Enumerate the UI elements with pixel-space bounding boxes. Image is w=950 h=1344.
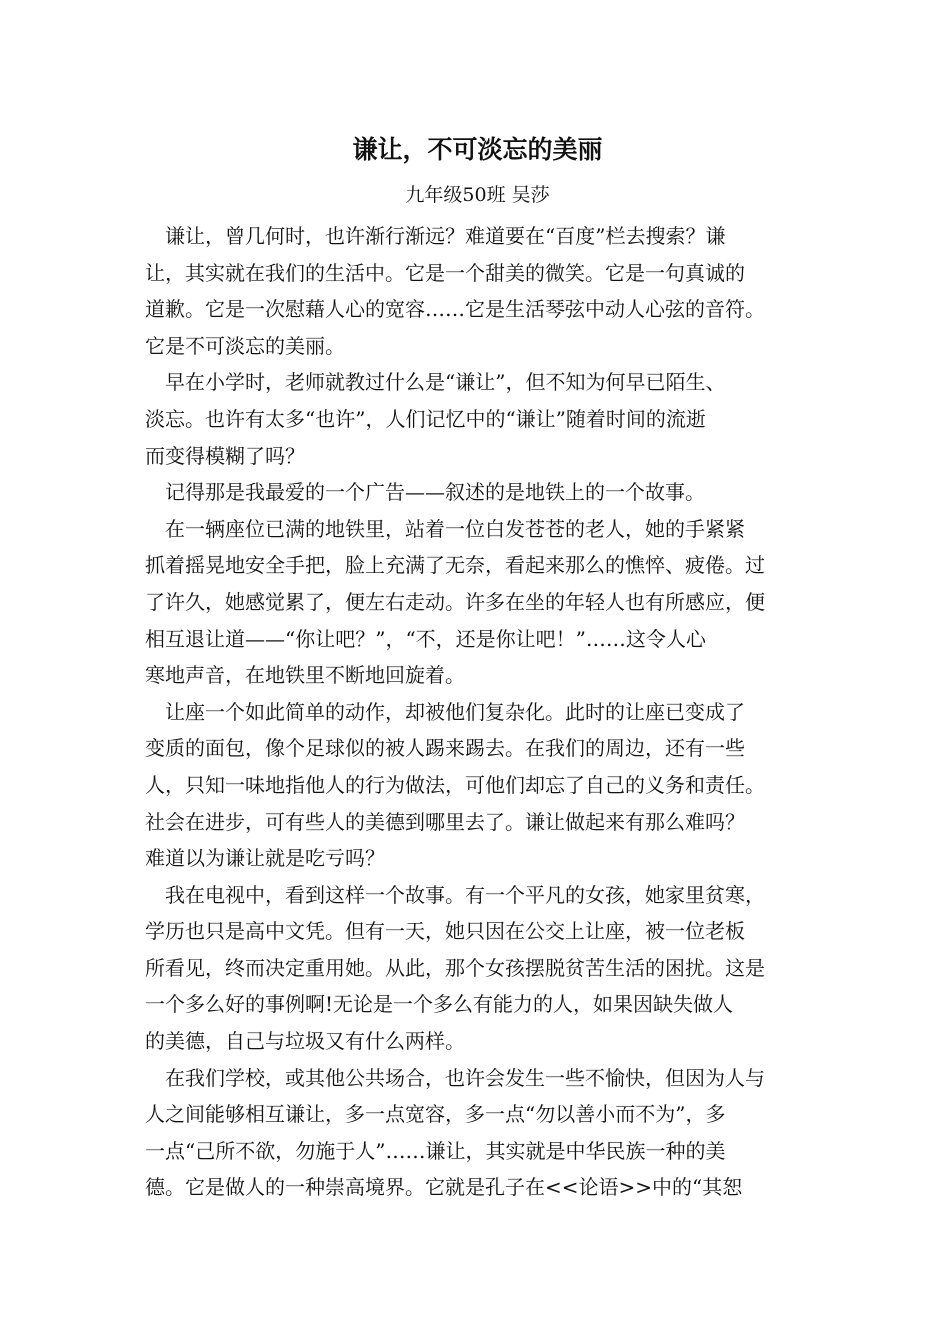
document-author: 九年级50班 吴莎: [405, 184, 550, 206]
paragraph-line: 而变得模糊了吗？: [145, 443, 305, 468]
paragraph: [145, 694, 810, 877]
paragraph-line: 我在电视中，看到这样一个故事。有一个平凡的女孩，她家里贫寒，: [165, 882, 765, 907]
paragraph-line: 记得那是我最爱的一个广告——叙述的是地铁上的一个故事。: [165, 480, 705, 505]
paragraph-line: 早在小学时，老师就教过什么是“谦让”，但不知为何早已陌生、: [165, 370, 726, 395]
paragraph: [145, 877, 810, 1060]
paragraph-line: 相互退让道——“你让吧？”，“不，还是你让吧！”……这令人心: [145, 626, 706, 651]
document-content: [145, 128, 810, 1206]
paragraph-line: 人，只知一味地指他人的行为做法，可他们却忘了自己的义务和责任。: [145, 772, 765, 797]
paragraph-line: 在一辆座位已满的地铁里，站着一位白发苍苍的老人，她的手紧紧: [165, 516, 745, 541]
paragraph-line: 难道以为谦让就是吃亏吗？: [145, 846, 385, 871]
paragraph-line: 寒地声音，在地铁里不断地回旋着。: [145, 663, 465, 688]
paragraph-line: 变质的面包，像个足球似的被人踢来踢去。在我们的周边，还有一些: [145, 736, 745, 761]
paragraph-line: 道歉。它是一次慰藉人心的宽容……它是生活琴弦中动人心弦的音符。: [145, 297, 765, 322]
paragraph-line: 让座一个如此简单的动作，却被他们复杂化。此时的让座已变成了: [165, 699, 745, 724]
paragraph-line: 淡忘。也许有太多“也许”，人们记忆中的“谦让”随着时间的流逝: [145, 406, 706, 431]
paragraph-line: 一点“己所不欲，勿施于人”……谦让，其实就是中华民族一种的美: [145, 1138, 726, 1163]
paragraph: [145, 474, 810, 511]
paragraph-line: 一个多么好的事例啊!无论是一个多么有能力的人，如果因缺失做人: [145, 992, 734, 1017]
paragraph-line: 在我们学校，或其他公共场合，也许会发生一些不愉快，但因为人与: [165, 1065, 765, 1090]
paragraph: [145, 218, 810, 364]
paragraph: [145, 511, 810, 694]
document-body: [145, 218, 810, 1206]
paragraph-line: 学历也只是高中文凭。但有一天，她只因在公交上让座，被一位老板: [145, 919, 745, 944]
paragraph-line: 抓着摇晃地安全手把，脸上充满了无奈，看起来那么的憔悴、疲倦。过: [145, 553, 765, 578]
paragraph-line: 社会在进步，可有些人的美德到哪里去了。谦让做起来有那么难吗？: [145, 809, 745, 834]
paragraph: [145, 1060, 810, 1206]
document-title: 谦让，不可淡忘的美丽: [352, 135, 603, 164]
paragraph-line: 它是不可淡忘的美丽。: [145, 333, 345, 358]
paragraph-line: 德。它是做人的一种崇高境界。它就是孔子在<<论语>>中的“其恕: [145, 1175, 743, 1200]
paragraph-line: 人之间能够相互谦让，多一点宽容，多一点“勿以善小而不为”，多: [145, 1102, 726, 1127]
paragraph-line: 让，其实就在我们的生活中。它是一个甜美的微笑。它是一句真诚的: [145, 260, 745, 285]
paragraph-line: 的美德，自己与垃圾又有什么两样。: [145, 1029, 465, 1054]
paragraph: [145, 364, 810, 474]
paragraph-line: 所看见，终而决定重用她。从此，那个女孩摆脱贫苦生活的困扰。这是: [145, 955, 765, 980]
paragraph-line: 谦让，曾几何时，也许渐行渐远？难道要在“百度”栏去搜索？谦: [165, 224, 726, 248]
paragraph-line: 了许久，她感觉累了，便左右走动。许多在坐的年轻人也有所感应，便: [145, 589, 765, 614]
